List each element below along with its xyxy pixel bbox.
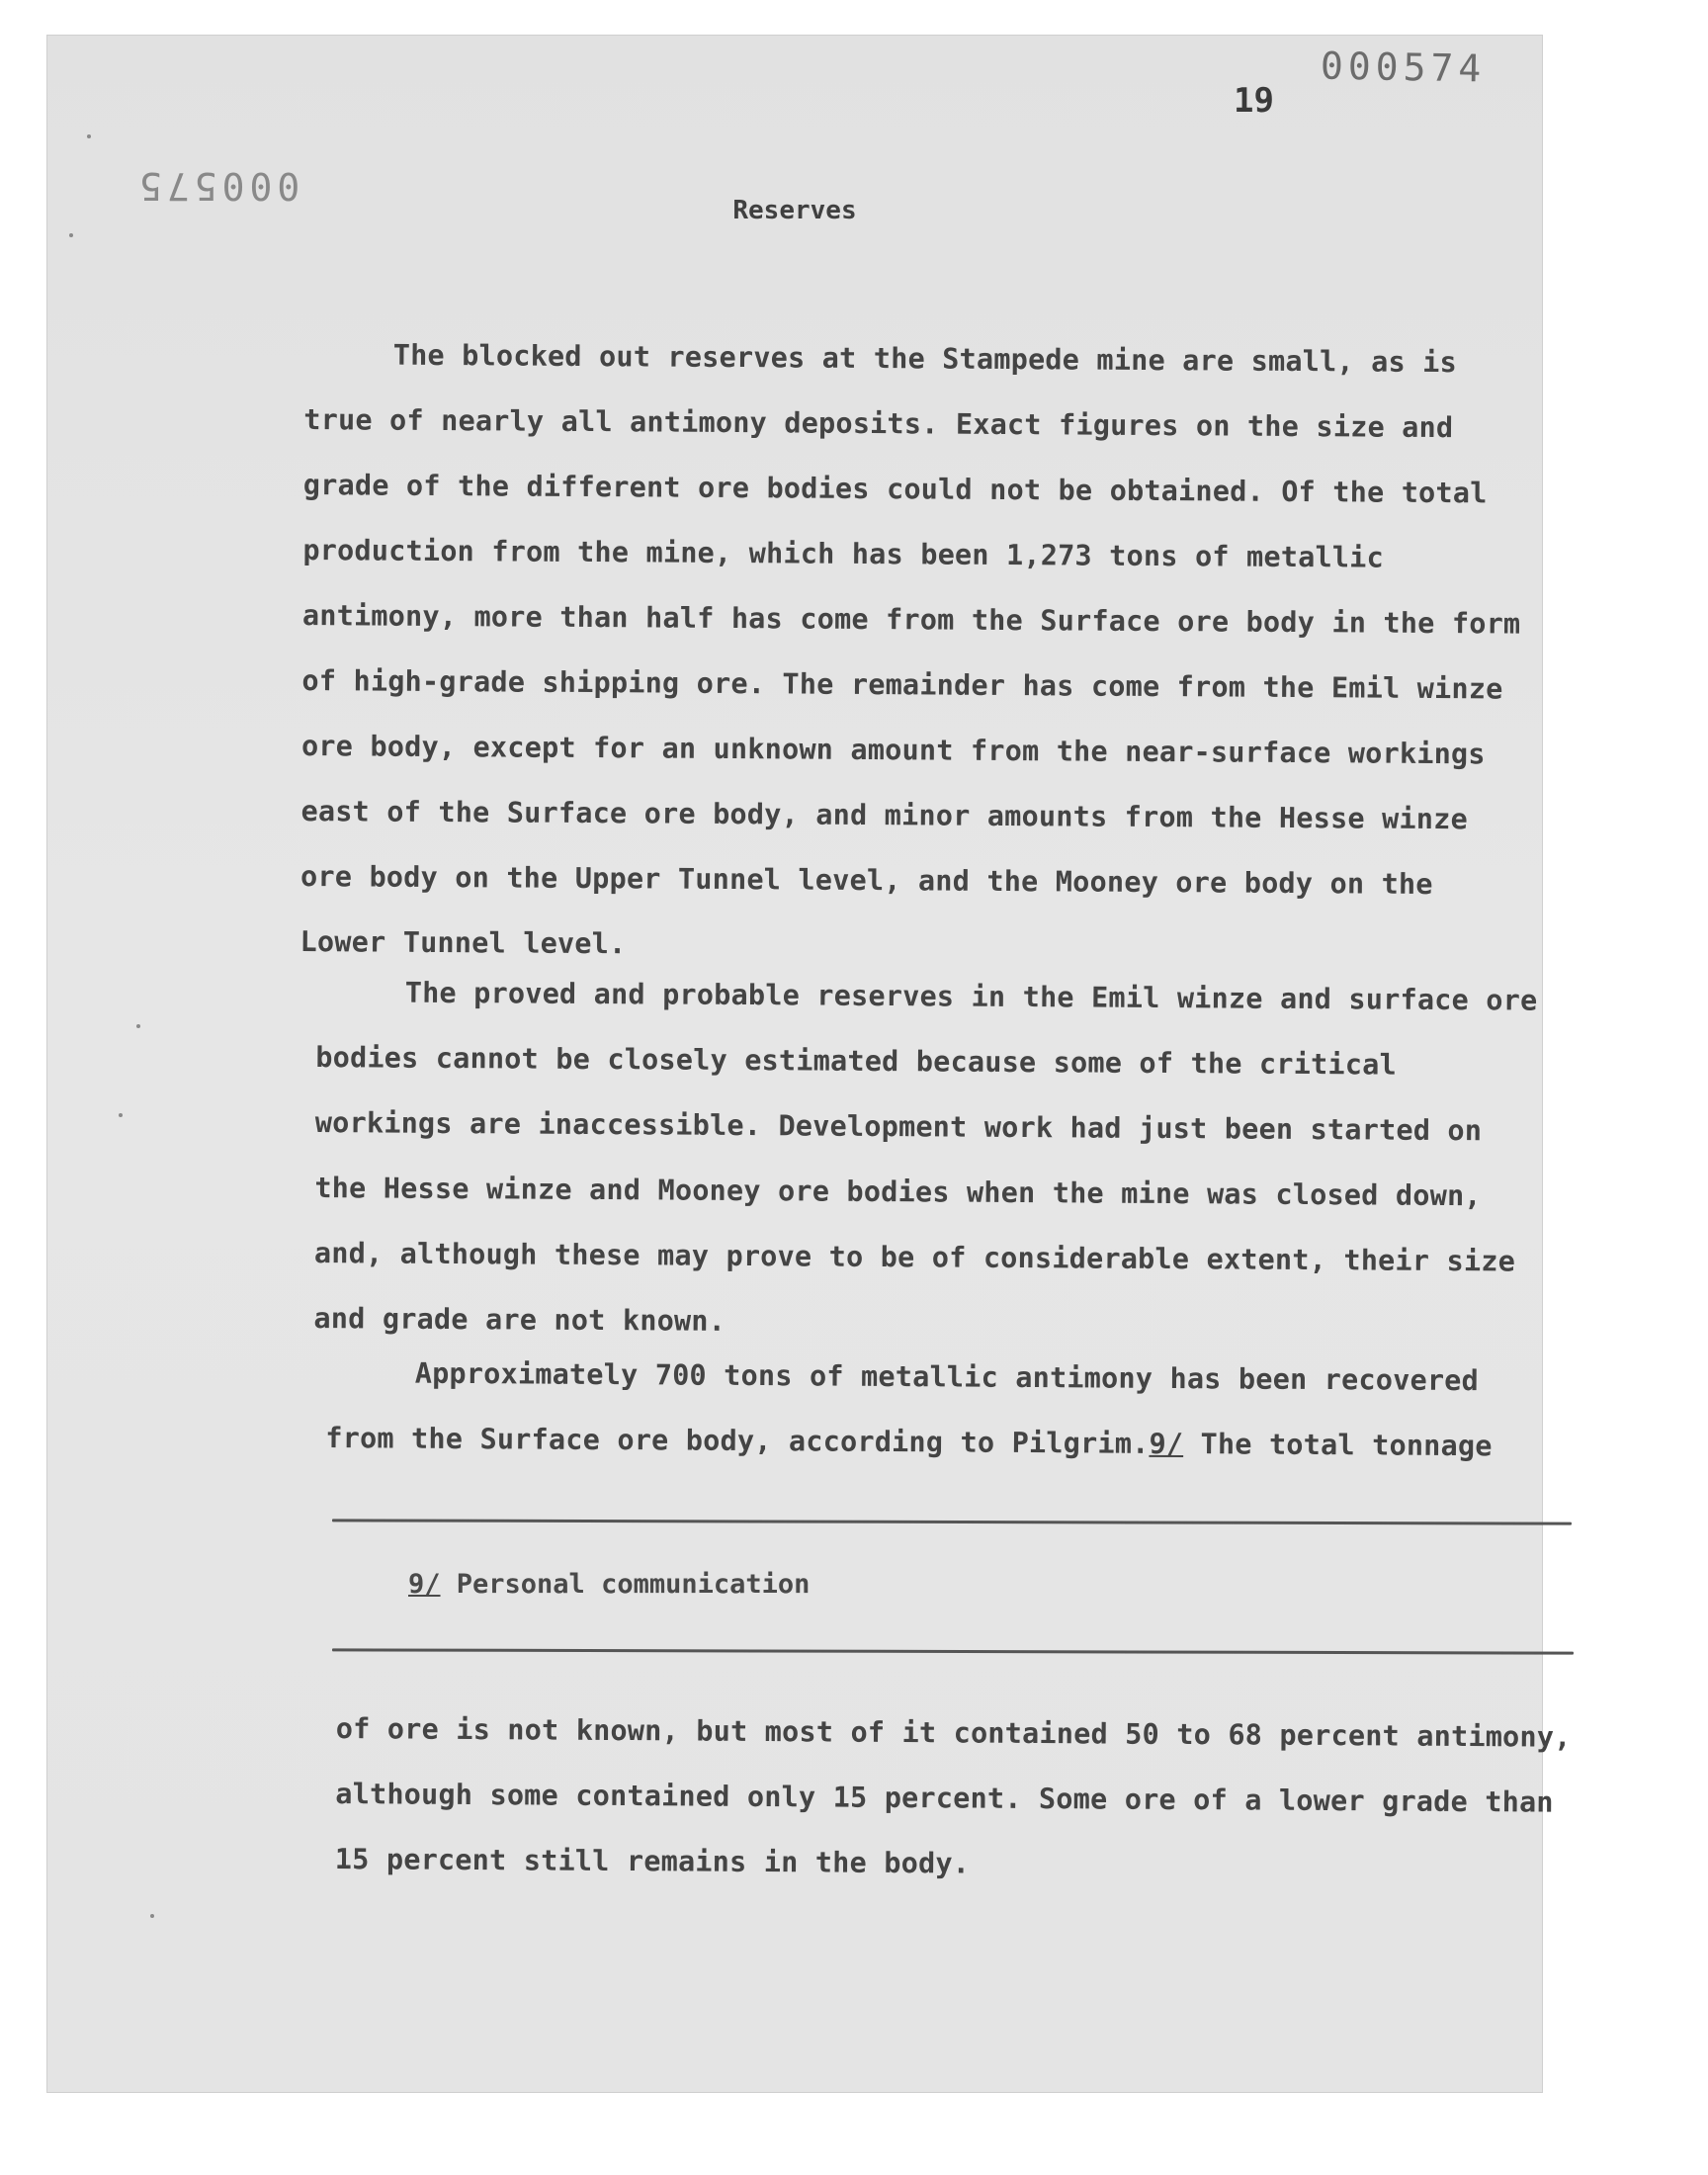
- footnote-separator-bottom: [332, 1648, 1574, 1654]
- footnote: [408, 1569, 810, 1600]
- paragraph-2: The proved and probable reserves in the Emil winze and surface ore bodies cannot be closely estimated because some of the critical workings are inaccessible. Development work had just been started on the Hesse winze and Mooney ore bodies when the mine was closed down, and, although these may prove to be of considerable extent, their size and grade are not known.: [313, 976, 1538, 1338]
- paragraph-3: [325, 1341, 1552, 1480]
- paper-speck: [150, 1914, 154, 1918]
- footnote-reference: 9/: [1149, 1427, 1184, 1461]
- paper-speck: [69, 233, 73, 237]
- footnote-text: Personal communication: [440, 1569, 811, 1600]
- page-number: 19: [1234, 81, 1274, 121]
- paragraph-3-text-end: The total tonnage: [1183, 1428, 1493, 1463]
- paper-speck: [119, 1113, 123, 1117]
- bates-number: 000574: [1320, 44, 1487, 91]
- paper-speck: [87, 134, 91, 138]
- bates-number-bleed-through: 000575: [134, 164, 300, 208]
- paragraph-1: The blocked out reserves at the Stampede mine are small, as is true of nearly all antimony deposits. Exact figures on the size and grade of the different ore bodies could not be obtained. Of the total production from the mine, which has been 1,273 tons of metallic antimony, more than half has come from the Surface ore body in the form of high-grade shipping ore. The remainder has come from the Emil winze ore body, except for an unknown amount from the near-surface workings east of the Surface ore body, and minor amounts from the Hesse winze ore body on the Upper Tunnel level, and the Mooney ore body on the Lower Tunnel level.: [299, 338, 1521, 961]
- footnote-marker: 9/: [408, 1569, 441, 1600]
- section-heading: Reserves: [732, 196, 857, 225]
- footnote-separator-top: [332, 1519, 1572, 1524]
- paper-speck: [136, 1024, 140, 1028]
- document-page: [47, 36, 1572, 2092]
- paragraph-4: of ore is not known, but most of it contained 50 to 68 percent antimony, although some contained only 15 percent. Some ore of a lower grade than 15 percent still remains in the body.: [334, 1711, 1572, 1880]
- paragraph-3-text-start: Approximately 700 tons of metallic antimony has been recovered from the Surface ore body, according to Pilgrim.: [325, 1356, 1480, 1460]
